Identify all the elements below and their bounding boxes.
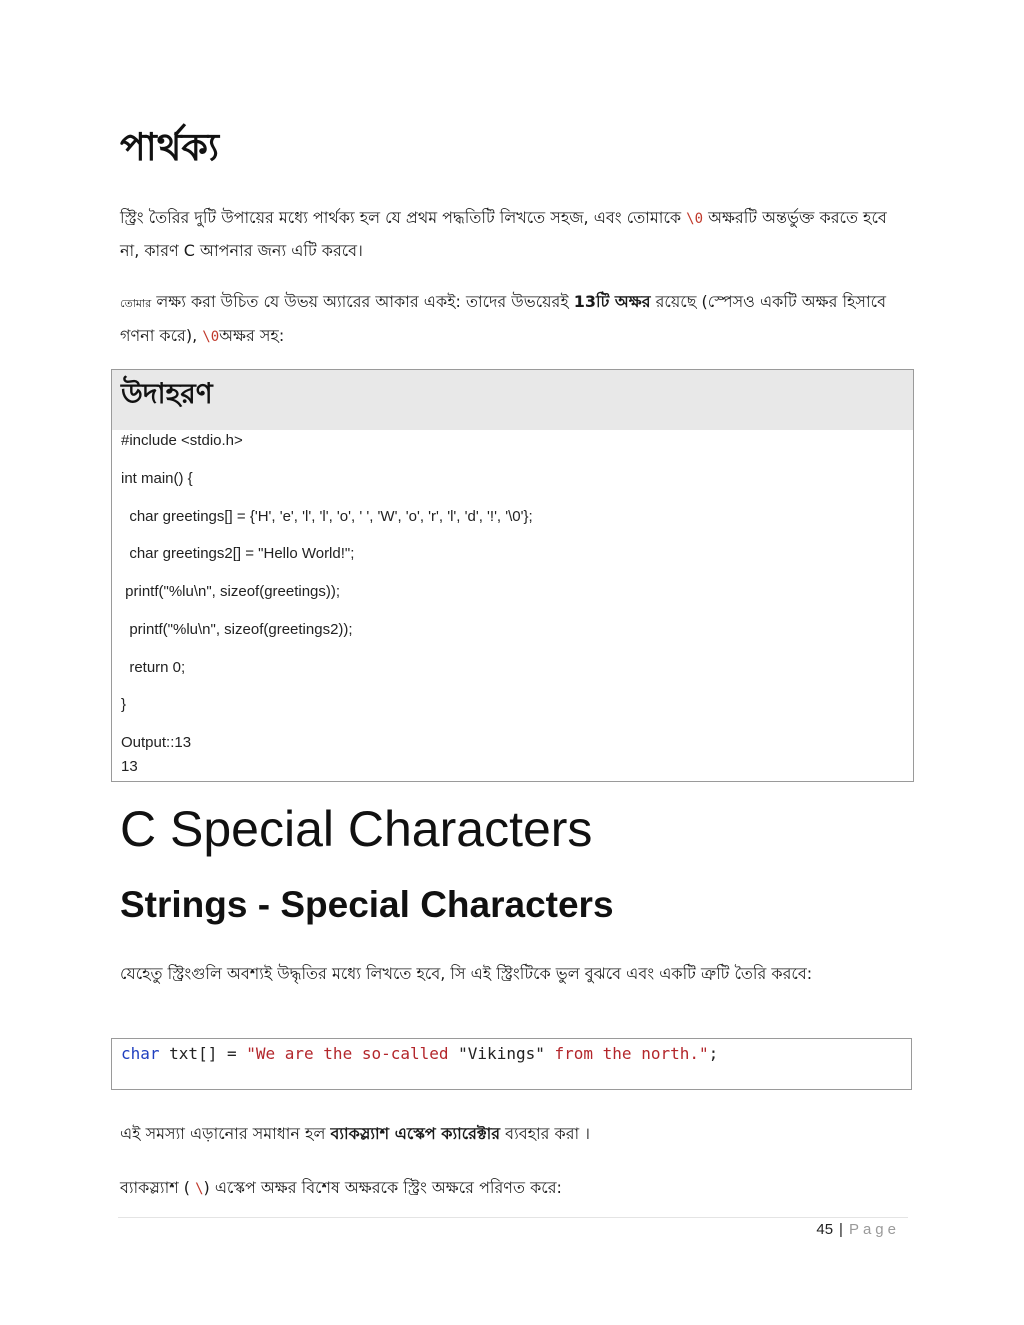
solution-text-a: এই সমস্যা এড়ানোর সমাধান হল — [120, 1124, 331, 1143]
backslash-paragraph — [120, 1172, 900, 1205]
code-plain: txt[] = — [159, 1044, 247, 1063]
code-snippet-box — [111, 1038, 912, 1090]
footer-divider — [118, 1217, 908, 1218]
footer-separator: | — [839, 1221, 843, 1238]
code-line: char greetings2[] = "Hello World!"; — [121, 545, 355, 562]
code-keyword: char — [121, 1044, 160, 1063]
solution-bold: ব্যাকস্ল্যাশ এস্কেপ ক্যারেক্টার — [330, 1124, 501, 1143]
size-note-text-a: লক্ষ্য করা উচিত যে উভয় অ্যারের আকার একই: তাদের উভয়েরই — [151, 292, 574, 311]
code-line: printf("%lu\n", sizeof(greetings2)); — [121, 621, 353, 638]
code-line: int main() { — [121, 470, 193, 487]
solution-text-b: ব্যবহার করা । — [500, 1124, 590, 1143]
size-note-null-code: \0 — [202, 329, 220, 345]
code-string: from the north." — [544, 1044, 709, 1063]
output-line: 13 — [121, 758, 138, 775]
backslash-text-b: ) এস্কেপ অক্ষর বিশেষ অক্ষরকে স্ট্রিং অক্ষরে পরিণত করে: — [203, 1178, 562, 1197]
difference-paragraph — [120, 202, 900, 267]
code-plain: ; — [708, 1044, 719, 1063]
difference-text-a: স্ট্রিং তৈরির দুটি উপায়ের মধ্যে পার্থক্য হল যে প্রথম পদ্ধতিটি লিখতে সহজ, এবং তোমাকে — [120, 208, 687, 227]
example-heading: উদাহরণ — [121, 377, 213, 410]
backslash-text-a: ব্যাকস্ল্যাশ ( — [120, 1178, 196, 1197]
code-line: #include <stdio.h> — [121, 432, 243, 449]
quote-problem-paragraph: যেহেতু স্ট্রিংগুলি অবশ্যই উদ্ধৃতির মধ্যে লিখতে হবে, সি এই স্ট্রিংটিকে ভুল বুঝবে এবং একটি ত্রুটি তৈরি করবে: — [120, 964, 813, 983]
size-note-small-word: তোমার — [120, 297, 152, 310]
output-line: Output::13 — [121, 734, 192, 751]
code-line: } — [121, 696, 127, 713]
backslash-code: \ — [195, 1181, 204, 1197]
code-plain: "Vikings" — [458, 1044, 545, 1063]
code-line: printf("%lu\n", sizeof(greetings)); — [121, 583, 341, 600]
difference-text-b: অক্ষরটি অন্তর্ভুক্ত করতে হবে না, কারণ C আপনার জন্য এটি করবে। — [120, 208, 887, 260]
code-line: return 0; — [121, 659, 186, 676]
page-footer — [816, 1221, 900, 1238]
section-heading-difference: পার্থক্য — [120, 125, 220, 169]
page-number: 45 — [816, 1221, 834, 1238]
code-line: char greetings[] = {'H', 'e', 'l', 'l', 'o', ' ', 'W', 'o', 'r', 'l', 'd', '!', '\0'}; — [121, 508, 533, 525]
null-char-code: \0 — [686, 211, 704, 227]
page-label: Page — [848, 1221, 900, 1238]
size-note-text-c: অক্ষর সহ: — [219, 326, 285, 345]
solution-paragraph — [120, 1118, 900, 1150]
example-header — [112, 370, 913, 430]
section-subtitle: Strings - Special Characters — [120, 884, 614, 925]
size-note-text-b: রয়েছে (স্পেসও একটি অক্ষর হিসাবে গণনা করে), — [120, 292, 886, 345]
section-title: C Special Characters — [120, 801, 593, 857]
example-box — [111, 369, 914, 782]
size-note-bold: 13টি অক্ষর — [573, 292, 651, 311]
size-note-paragraph — [120, 286, 900, 353]
code-string: "We are the so-called — [246, 1044, 459, 1063]
